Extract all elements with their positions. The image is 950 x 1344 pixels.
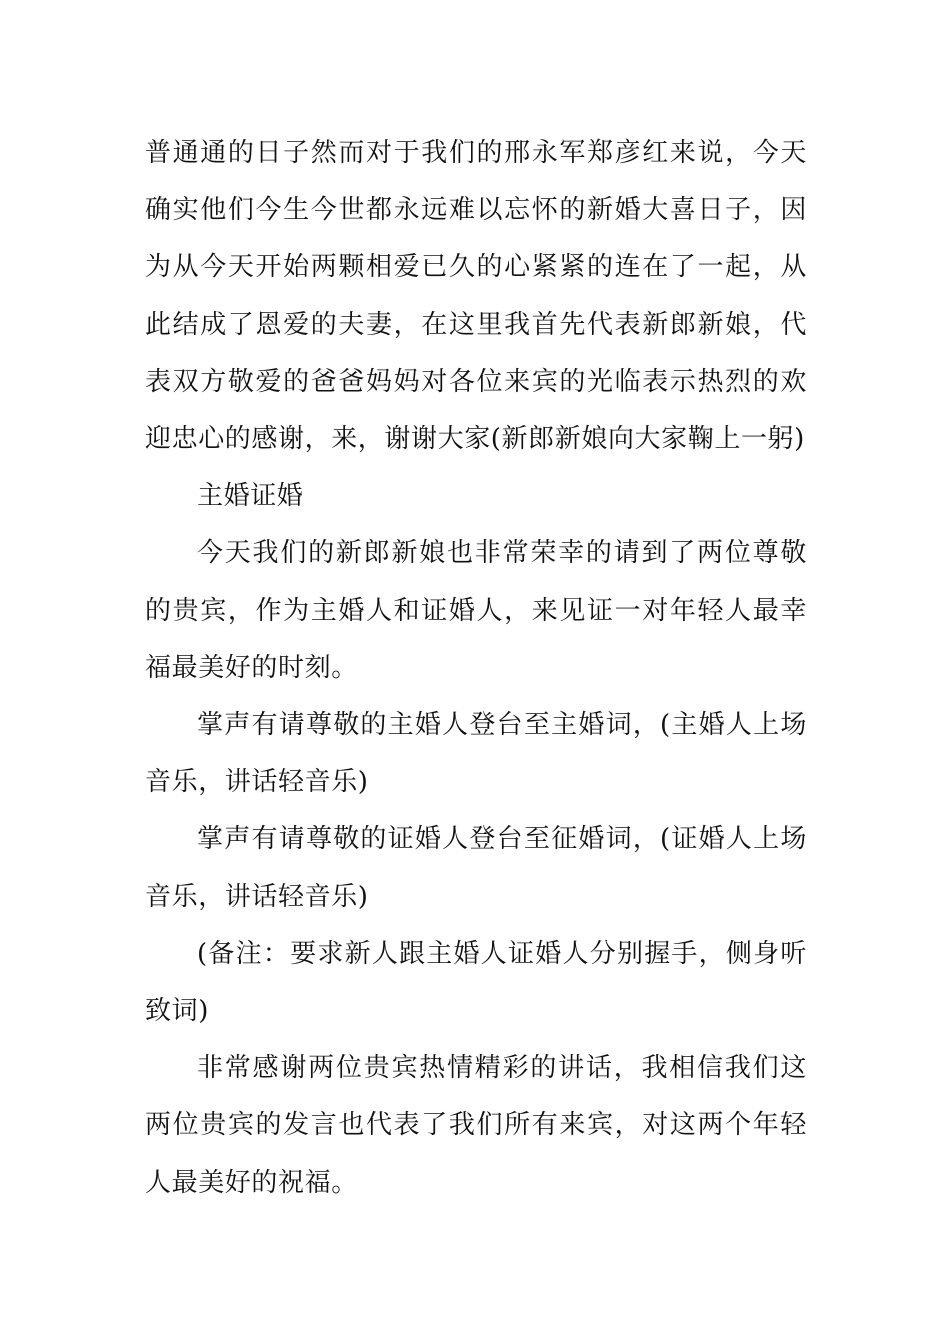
paragraph-heading-main-witness: 主婚证婚 — [197, 481, 304, 512]
document-body — [145, 125, 807, 1212]
paragraph-note: (备注：要求新人跟主婚人证婚人分别握手，侧身听致词) — [145, 938, 807, 1027]
paragraph-guests-intro: 今天我们的新郎新娘也非常荣幸的请到了两位尊敬的贵宾，作为主婚人和证婚人，来见证一对年轻人最幸福最美好的时刻。 — [145, 538, 807, 683]
paragraph-witness-invite: 掌声有请尊敬的证婚人登台至征婚词，(证婚人上场音乐，讲话轻音乐) — [145, 824, 807, 912]
paragraph-host-invite: 掌声有请尊敬的主婚人登台至主婚词，(主婚人上场音乐，讲话轻音乐) — [145, 710, 807, 798]
paragraph-thanks: 非常感谢两位贵宾热情精彩的讲话，我相信我们这两位贵宾的发言也代表了我们所有来宾，对这两个年轻人最美好的祝福。 — [145, 1053, 807, 1198]
paragraph-continuation: 普通通的日子然而对于我们的邢永军郑彦红来说，今天确实他们今生今世都永远难以忘怀的新婚大喜日子，因为从今天开始两颗相爱已久的心紧紧的连在了一起，从此结成了恩爱的夫妻，在这里我首先代表新郎新娘，代表双方敬爱的爸爸妈妈对各位来宾的光临表示热烈的欢迎忠心的感谢，来，谢谢大家(新郎新娘向大家鞠上一躬) — [145, 138, 807, 455]
